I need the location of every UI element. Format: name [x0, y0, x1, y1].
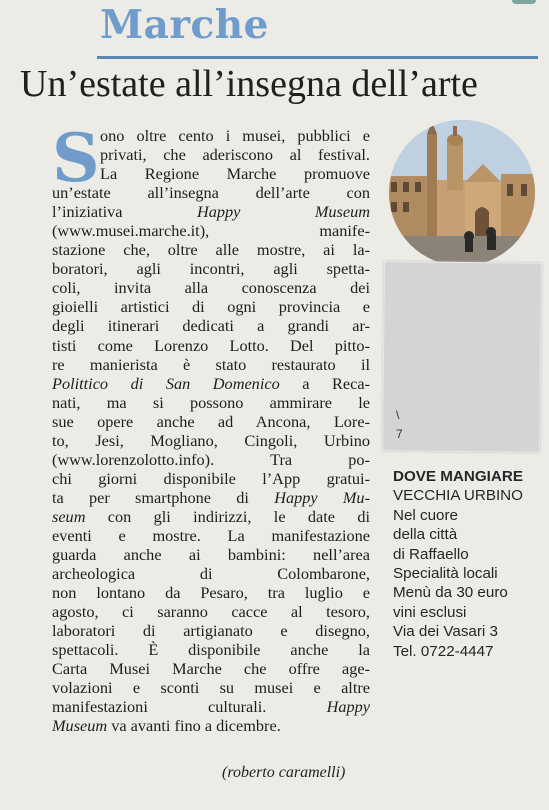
- article-line: boratori, agli incontri, agli spetta-: [52, 259, 370, 279]
- dining-line: di Raffaello: [393, 545, 469, 563]
- article-line: La Regione Marche promuove: [100, 164, 370, 184]
- dining-line: vini esclusi: [393, 603, 467, 621]
- article-line: Carta Musei Marche che offre age-: [52, 659, 370, 679]
- urbino-photo-illustration: [389, 120, 535, 266]
- article-line: Polittico di San Domenico a Reca-: [52, 373, 371, 393]
- article-line: ono oltre cento i musei, pubblici e: [100, 126, 370, 145]
- restaurant-name: VECCHIA URBINO: [393, 487, 523, 505]
- dining-line: Via dei Vasari 3: [393, 623, 498, 641]
- article-line: agosto, ci saranno cacce al tesoro,: [52, 602, 370, 622]
- article-line: sue opere anche ad Ancona, Lore-: [52, 411, 370, 431]
- dining-line: Tel. 0722-4447: [393, 642, 494, 660]
- article-line: spettacoli. È disponibile anche la: [52, 640, 370, 660]
- article-line: coli, invita alla conoscenza dei: [52, 278, 370, 298]
- article-line: gioielli artistici di ogni provincia e: [52, 297, 370, 317]
- redacted-image: [382, 261, 542, 453]
- article-line: manifestazioni culturali. Happy: [52, 697, 370, 717]
- article-line: volazioni e sconti su musei e altre: [52, 678, 370, 698]
- article-line: nati, ma si possono ammirare le: [52, 392, 370, 412]
- urbino-photo: [389, 120, 535, 266]
- drop-cap: S: [52, 119, 100, 197]
- article-line: non lontano da Pesaro, tra luglio e: [52, 583, 370, 603]
- article-line: (www.musei.marche.it), manife-: [52, 221, 370, 241]
- article-line: un’estate all’insegna dell’arte con: [52, 183, 370, 203]
- article-line: re manierista è stato restaurato il: [52, 354, 370, 374]
- article-line: privati, che aderiscono al festival.: [100, 145, 370, 165]
- article-line: eventi e mostre. La manifestazione: [52, 525, 370, 545]
- dining-box: [393, 467, 543, 661]
- article-line: seum con gli indirizzi, le date di: [52, 506, 370, 526]
- dining-line: della città: [393, 526, 458, 544]
- article-line: to, Jesi, Mogliano, Cingoli, Urbino: [52, 430, 370, 450]
- article-line: l’iniziativa Happy Museum: [52, 202, 371, 222]
- stub-text: \ 7: [396, 408, 403, 441]
- dining-heading: DOVE MANGIARE: [393, 468, 523, 485]
- article-line: degli itinerari dedicati a grandi ar-: [52, 316, 370, 336]
- article-line: Museum va avanti fino a dicembre.: [52, 716, 281, 736]
- article-line: stazione che, oltre alle mostre, ai la-: [52, 240, 370, 260]
- dining-line: Menù da 30 euro: [393, 584, 508, 602]
- article-body: [52, 119, 371, 736]
- article-line: archeologica di Colombarone,: [52, 564, 370, 584]
- section-title: Marche: [100, 2, 269, 48]
- article-line: guarda anche ai bambini: nell’area: [52, 545, 370, 565]
- dining-line: Specialità locali: [393, 565, 498, 583]
- dining-line: Nel cuore: [393, 506, 458, 524]
- byline: (roberto caramelli): [222, 764, 346, 781]
- article-line: laboratori di artigianato e disegno,: [52, 621, 370, 641]
- article-line: (www.lorenzolotto.info). Tra po-: [52, 449, 370, 469]
- article-line: ta per smartphone di Happy Mu-: [52, 487, 370, 507]
- article-line: chi giorni disponibile l’App gratui-: [52, 468, 370, 488]
- article-line: tisti come Lorenzo Lotto. Del pitto-: [52, 335, 370, 355]
- decorative-mark: [512, 0, 536, 4]
- headline: Un’estate all’insegna dell’arte: [20, 63, 478, 105]
